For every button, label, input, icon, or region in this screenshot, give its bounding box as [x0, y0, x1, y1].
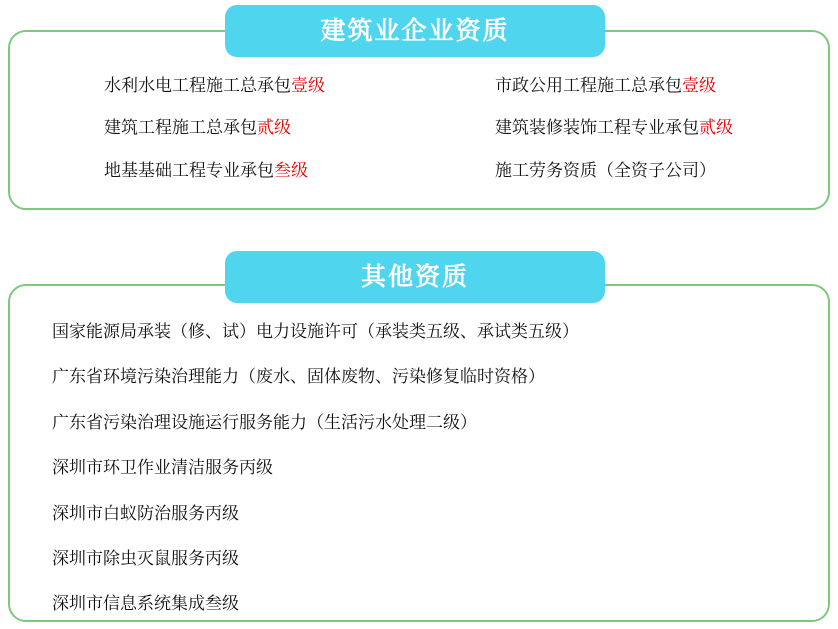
qualification-name: 建筑装修装饰工程专业承包 [495, 118, 699, 138]
list-item: 广东省污染治理设施运行服务能力（生活污水处理二级） [52, 412, 477, 432]
section-title-text: 其他资质 [360, 262, 469, 291]
qualification-grade: 叁级 [274, 160, 308, 180]
qualification-item [419, 118, 812, 138]
qualification-grade: 壹级 [291, 76, 325, 95]
qualification-item [26, 161, 419, 181]
qualification-item [419, 76, 812, 96]
qualification-row [26, 118, 812, 138]
qualification-grade: 壹级 [682, 76, 716, 95]
construction-qualifications-title [225, 5, 605, 57]
qualification-name: 施工劳务资质（全资子公司） [495, 160, 716, 180]
qualification-row [26, 76, 812, 96]
qualification-name: 建筑工程施工总承包 [104, 118, 257, 138]
qualification-name: 市政公用工程施工总承包 [495, 76, 682, 95]
list-item: 深圳市除虫灭鼠服务丙级 [52, 548, 239, 568]
list-item: 深圳市信息系统集成叁级 [52, 594, 239, 614]
construction-qualifications-grid [10, 76, 828, 181]
section-title-text: 建筑业企业资质 [320, 16, 510, 45]
qualification-name: 地基基础工程专业承包 [104, 160, 274, 180]
other-qualifications-list [10, 322, 828, 615]
qualification-grade: 贰级 [699, 118, 733, 138]
qualification-grade: 贰级 [257, 118, 291, 138]
qualification-item [26, 76, 419, 96]
list-item: 深圳市环卫作业清洁服务丙级 [52, 458, 273, 478]
qualification-row [26, 161, 812, 181]
other-qualifications-title [225, 251, 605, 303]
qualification-item [26, 118, 419, 138]
list-item: 国家能源局承装（修、试）电力设施许可（承装类五级、承试类五级） [52, 322, 579, 341]
list-item: 广东省环境污染治理能力（废水、固体废物、污染修复临时资格） [52, 367, 545, 387]
construction-qualifications-panel [8, 30, 830, 210]
other-qualifications-panel [8, 284, 830, 622]
qualification-item [419, 161, 812, 181]
qualification-name: 水利水电工程施工总承包 [104, 76, 291, 95]
list-item: 深圳市白蚁防治服务丙级 [52, 503, 239, 523]
